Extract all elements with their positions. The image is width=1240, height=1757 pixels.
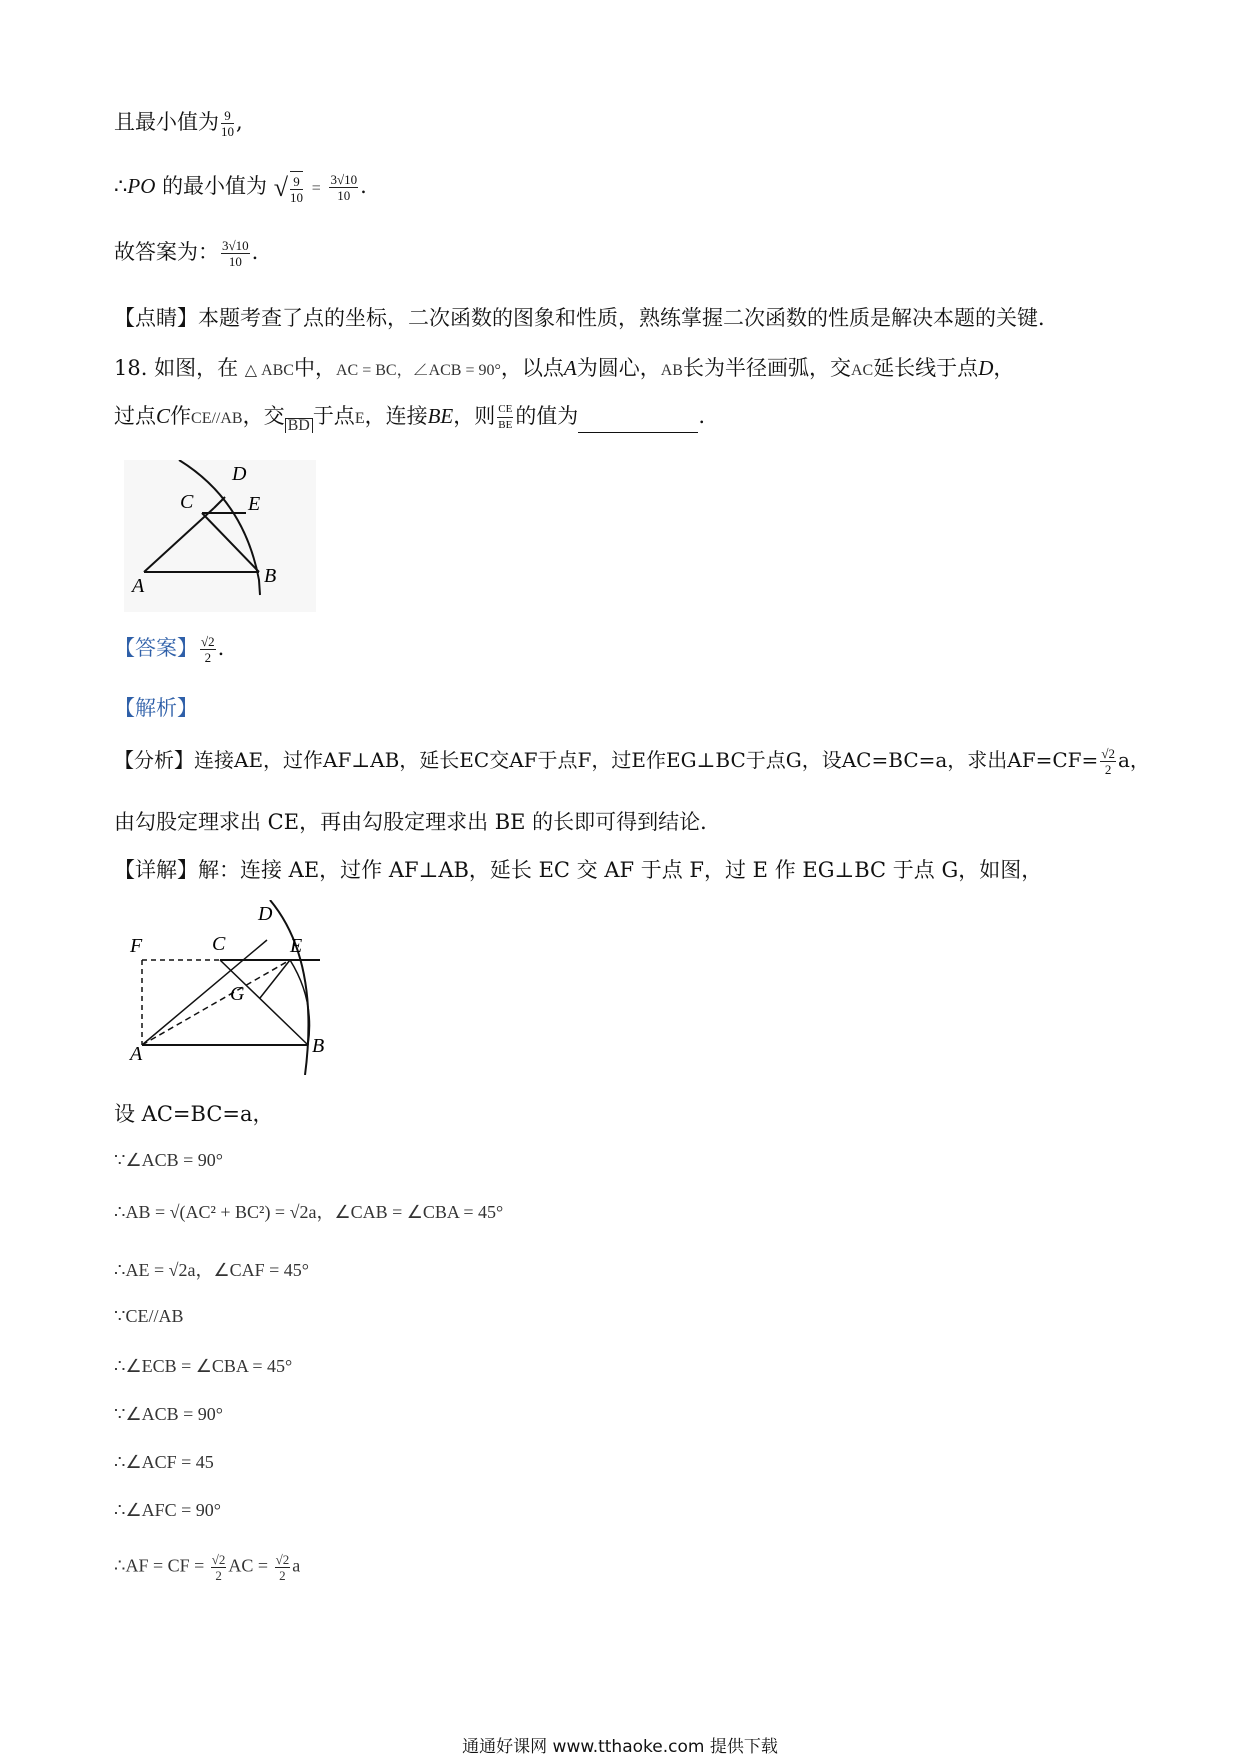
fraction	[1100, 746, 1116, 777]
label-e: E	[248, 493, 261, 515]
text: 延长线于点	[873, 356, 979, 380]
text: D	[978, 356, 994, 380]
step-line: ∴∠ACF = 45	[114, 1452, 214, 1472]
text: .	[360, 174, 367, 198]
text: 故答案为：	[114, 240, 219, 264]
label-b: B	[312, 1035, 325, 1057]
text: .	[698, 404, 705, 428]
text: △ ABC	[244, 362, 294, 379]
text: E	[354, 410, 365, 427]
text: 于点	[312, 404, 355, 428]
answer-line	[114, 632, 224, 665]
segment-ae-dashed	[142, 960, 290, 1045]
text: PO	[127, 174, 156, 198]
denominator: 10	[221, 124, 234, 139]
text-line	[114, 236, 258, 269]
denominator: 10	[337, 188, 351, 203]
text: ，	[993, 356, 1015, 380]
label-b: B	[264, 565, 277, 587]
text: a	[292, 1555, 301, 1576]
label-a: A	[132, 575, 145, 597]
text: 的最小值为	[162, 174, 268, 198]
fraction	[221, 238, 250, 269]
numerator: √2	[1101, 746, 1115, 761]
text: 作	[170, 404, 192, 428]
text-line: 【详解】解：连接 AE，过作 AF⊥AB，延长 EC 交 AF 于点 F，过 E 作 EG⊥BC 于点 G，如图，	[114, 858, 1043, 882]
label-a: A	[130, 1043, 143, 1065]
text: 为圆心，	[576, 356, 661, 380]
step-line: ∴AE = √2a，∠CAF = 45°	[114, 1260, 309, 1280]
label-e: E	[290, 935, 303, 957]
figure-background	[124, 460, 316, 612]
step-line	[114, 1552, 300, 1583]
analysis-label: 【解析】	[114, 696, 198, 720]
text: C	[156, 404, 171, 428]
text: ，以点	[500, 356, 564, 380]
text: 长为半径画弧，交	[682, 356, 851, 380]
numerator: √2	[275, 1552, 290, 1567]
text: .	[251, 240, 259, 264]
denominator: 10	[290, 189, 304, 205]
label-d: D	[232, 463, 247, 485]
label-c: C	[180, 491, 194, 513]
text: A	[563, 356, 577, 380]
label-g: G	[230, 983, 245, 1005]
text: ∴	[114, 174, 128, 198]
step-line: ∵CE//AB	[114, 1306, 184, 1326]
numerator: 9	[290, 174, 303, 190]
step-line: ∵∠ACB = 90°	[114, 1150, 223, 1170]
text: AC = BC，∠ACB = 90°	[335, 362, 501, 379]
step-line: ∴∠ECB = ∠CBA = 45°	[114, 1356, 293, 1376]
analysis-line	[114, 744, 1150, 777]
fraction	[211, 1552, 227, 1583]
numerator: 9	[221, 108, 234, 124]
fraction	[497, 402, 513, 433]
page-footer: 通通好课网 www.tthaoke.com 提供下载	[462, 1737, 778, 1757]
step-line: ∵∠ACB = 90°	[114, 1404, 223, 1424]
text: AB	[660, 362, 683, 379]
sqrt-fraction: √ $\frac{9}{10}$	[273, 172, 304, 205]
denominator: 2	[215, 1568, 222, 1583]
step-line: 设 AC=BC=a，	[114, 1102, 274, 1126]
text: AC	[850, 362, 874, 379]
text: ,	[236, 110, 243, 134]
text: 连接AE，过作AF⊥AB，延长EC交AF于点F，过E作EG⊥BC于点G，设AC=BC=a，求出AF=CF=	[194, 748, 1099, 772]
denominator: BE	[498, 419, 513, 431]
fraction	[275, 1552, 291, 1583]
fraction	[200, 634, 216, 665]
text: =	[311, 180, 321, 197]
figure-triangle	[124, 460, 316, 612]
fraction	[221, 108, 234, 139]
denominator: 10	[228, 254, 242, 269]
text-line: 【点睛】本题考查了点的坐标，二次函数的图象和性质，熟练掌握二次函数的性质是解决本题的关键．	[114, 306, 1059, 330]
segment-eb	[290, 960, 310, 1045]
figure-solution	[120, 900, 340, 1075]
answer-label: 【答案】	[114, 636, 198, 660]
text: .	[217, 636, 225, 660]
numerator: 3√10	[222, 238, 249, 253]
text-line: 由勾股定理求出 CE，再由勾股定理求出 BE 的长即可得到结论．	[114, 810, 722, 834]
step-line: ∴∠AFC = 90°	[114, 1500, 221, 1520]
text-line	[114, 170, 367, 205]
question-line	[114, 352, 1014, 382]
text: 【分析】	[114, 748, 194, 772]
denominator: 2	[1104, 762, 1112, 777]
numerator: √2	[201, 634, 215, 649]
text: a，	[1117, 748, 1150, 772]
numerator: √2	[211, 1552, 226, 1567]
step-line: ∴AB = √(AC² + BC²) = √2a，∠CAB = ∠CBA = 45°	[114, 1202, 504, 1222]
text: ∴AF = CF =	[114, 1555, 205, 1576]
label-f: F	[130, 935, 143, 957]
answer-blank	[578, 412, 698, 433]
text: ，交	[242, 404, 285, 428]
denominator: 2	[204, 650, 212, 665]
text: 且最小值为	[114, 110, 219, 134]
text: 中，	[293, 356, 336, 380]
text: 的值为	[515, 404, 579, 428]
question-line	[114, 400, 705, 433]
numerator: 3√10	[330, 172, 358, 187]
text: ，连接	[364, 404, 428, 428]
text: ，则	[453, 404, 496, 428]
text: AC =	[228, 1555, 269, 1576]
label-c: C	[212, 933, 226, 955]
text: BE	[427, 404, 454, 428]
numerator: CE	[497, 402, 513, 418]
text-line	[114, 106, 243, 139]
label-d: D	[258, 903, 273, 925]
segment-eg	[260, 960, 290, 998]
text: 过点	[114, 404, 156, 428]
denominator: 2	[279, 1568, 286, 1583]
segment-ac-d	[142, 940, 267, 1045]
text: 18. 如图，在	[114, 356, 239, 380]
text: BD	[285, 418, 313, 433]
fraction	[329, 172, 358, 203]
text: CE//AB	[191, 410, 243, 427]
